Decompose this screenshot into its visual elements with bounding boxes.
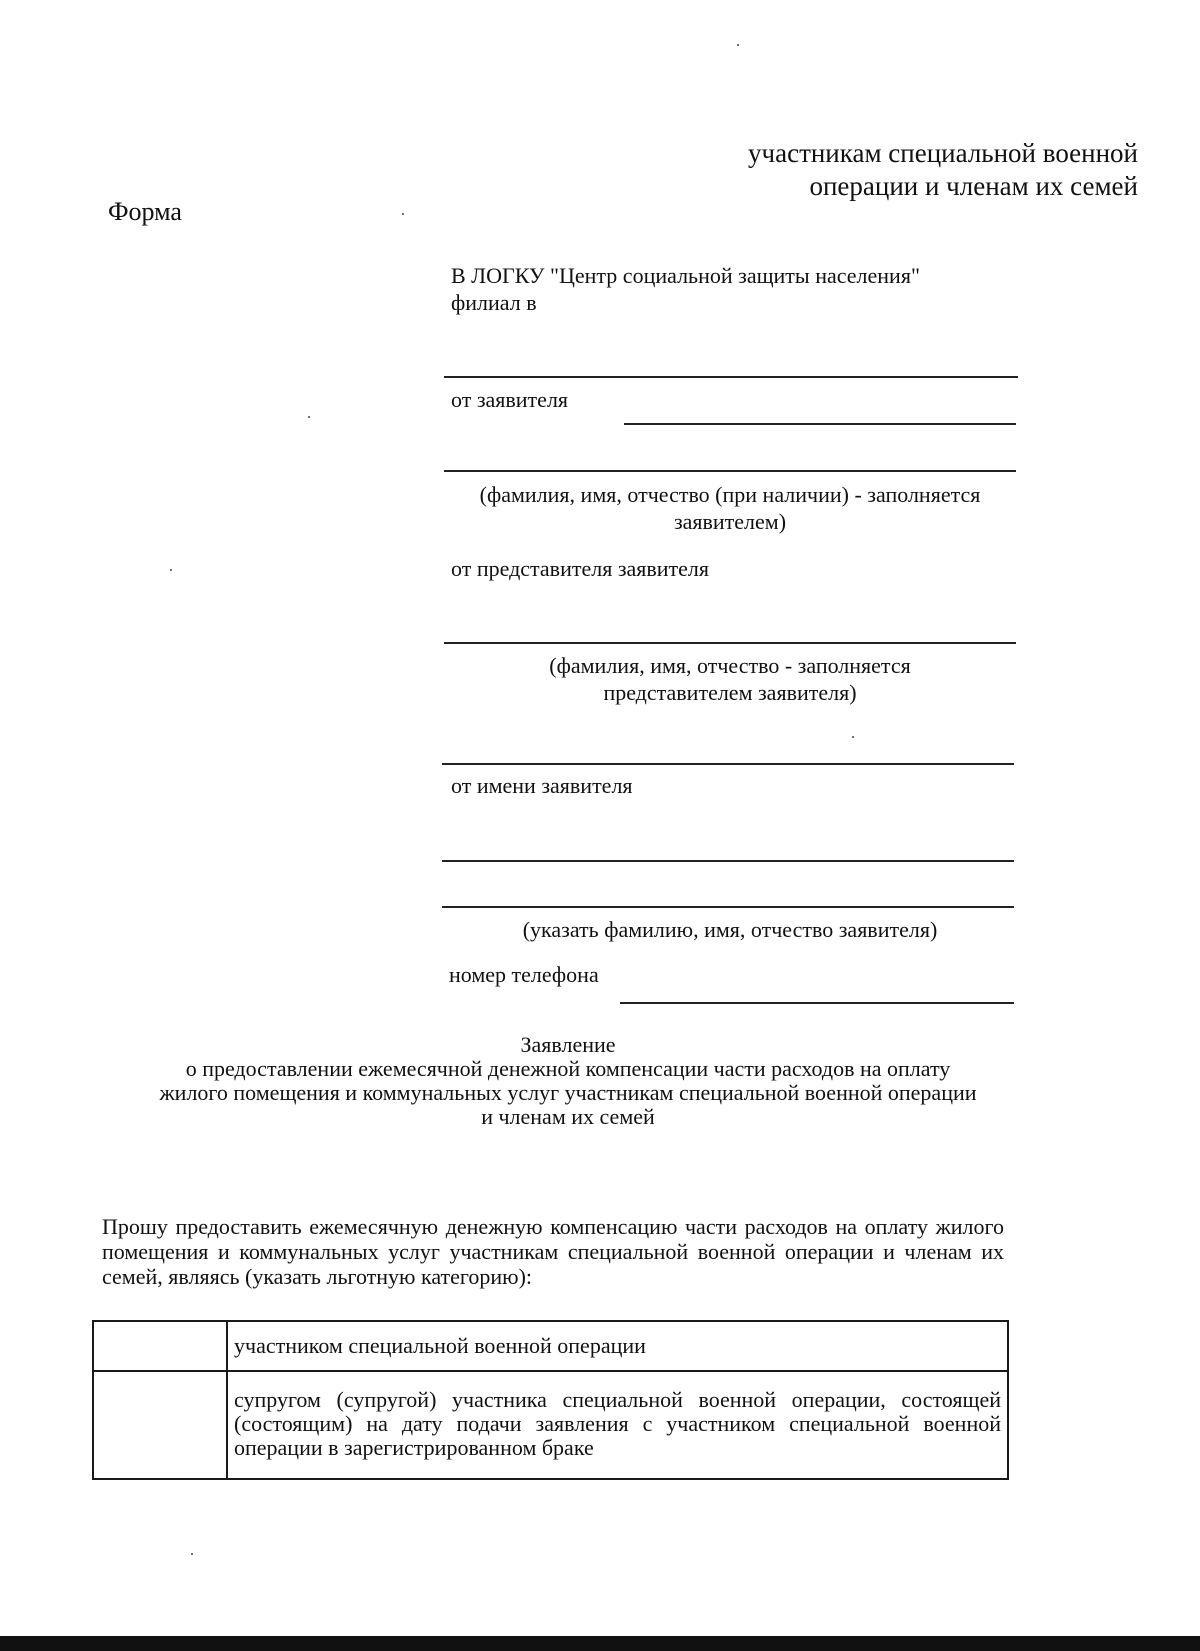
phone-label: номер телефона	[449, 962, 599, 987]
category-checkbox-cell[interactable]	[93, 1321, 227, 1371]
header-line-2: операции и членам их семей	[809, 171, 1138, 201]
statement-heading: Заявление	[520, 1032, 616, 1057]
category-checkbox-cell[interactable]	[93, 1371, 227, 1479]
from-representative-label: от представителя заявителя	[451, 556, 710, 581]
representative-fill-line[interactable]	[444, 642, 1016, 644]
from-applicant-label: от заявителя	[451, 387, 569, 412]
document-header	[748, 137, 1138, 203]
applicant-fill-line-1[interactable]	[624, 423, 1016, 425]
addressee-line-1: В ЛОГКУ "Центр социальной защиты населения"	[451, 263, 920, 288]
category-label: супругом (супругой) участника специальной военной операции, состоящей (состоящим) на дату подачи заявления с участником специальной военной операции в зарегистрированном браке	[227, 1371, 1008, 1479]
branch-fill-line[interactable]	[444, 376, 1018, 378]
category-table	[92, 1320, 1009, 1480]
on-behalf-fill-line-1[interactable]	[442, 860, 1014, 862]
header-line-1: участникам специальной военной	[748, 138, 1138, 168]
form-label: Форма	[108, 197, 182, 226]
representative-caption-line-2: представителем заявителя)	[603, 680, 857, 705]
representative-caption-line-1: (фамилия, имя, отчество - заполняется	[549, 653, 911, 678]
scan-speck	[308, 416, 310, 418]
scan-speck	[737, 44, 739, 46]
applicant-fill-line-2[interactable]	[444, 470, 1016, 472]
category-label: участником специальной военной операции	[227, 1321, 1008, 1371]
scan-speck	[170, 569, 172, 571]
statement-subtitle-line-1: о предоставлении ежемесячной денежной компенсации части расходов на оплату	[185, 1056, 951, 1081]
applicant-caption-line-2: заявителем)	[673, 509, 787, 534]
statement-title	[100, 1033, 1036, 1129]
phone-fill-line[interactable]	[620, 1002, 1014, 1004]
addressee-line-2: филиал в	[451, 290, 537, 315]
statement-subtitle-line-2: жилого помещения и коммунальных услуг участникам специальной военной операции	[159, 1080, 977, 1105]
scan-bottom-edge	[0, 1636, 1200, 1651]
applicant-caption-line-1: (фамилия, имя, отчество (при наличии) - заполняется	[479, 482, 981, 507]
addressee-block	[451, 262, 920, 316]
scan-speck	[852, 736, 854, 738]
table-row	[93, 1371, 1008, 1479]
scan-speck	[402, 213, 404, 215]
statement-subtitle-line-3: и членам их семей	[481, 1104, 655, 1129]
applicant-caption	[444, 481, 1016, 535]
on-behalf-fill-line-2[interactable]	[442, 906, 1014, 908]
representative-fill-line-2[interactable]	[442, 763, 1014, 765]
request-paragraph: Прошу предоставить ежемесячную денежную компенсацию части расходов на оплату жилого помещения и коммунальных услуг участникам специальной военной операции и членам их семей, являясь (указать льготную категорию):	[102, 1214, 1004, 1289]
representative-caption	[444, 652, 1016, 706]
scan-speck	[191, 1553, 193, 1555]
on-behalf-caption: (указать фамилию, имя, отчество заявителя)	[522, 917, 938, 942]
table-row	[93, 1321, 1008, 1371]
on-behalf-label: от имени заявителя	[451, 773, 633, 798]
